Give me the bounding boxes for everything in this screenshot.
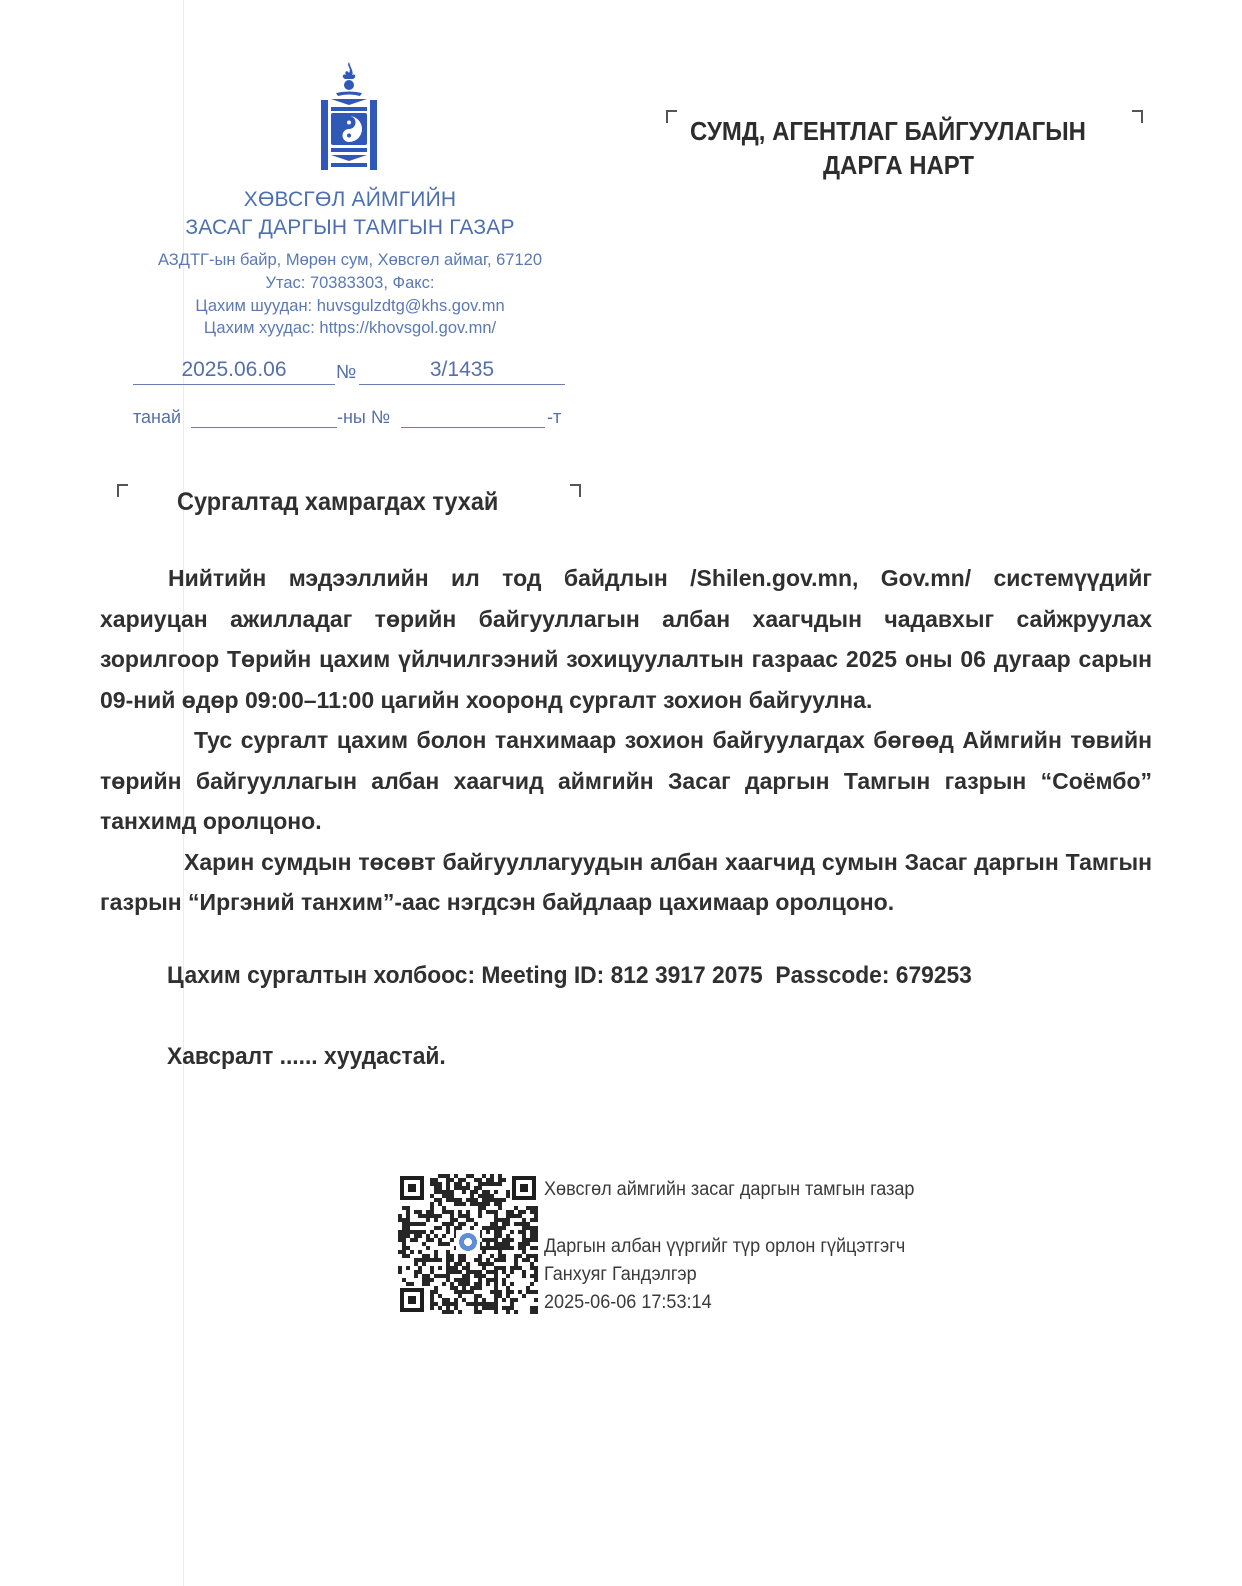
organization-name-line1: ХӨВСГӨЛ АЙМГИЙН [243, 188, 457, 211]
attachment-note: Хавсралт ...... хуудастай. [167, 1043, 446, 1070]
reference-date-blank [191, 427, 337, 428]
bracket-top-right [1132, 110, 1143, 123]
reference-prefix: танай [133, 407, 182, 427]
organization-name-line2: ЗАСАГ ДАРГЫН ТАМГЫН ГАЗАР [185, 216, 515, 239]
organization-website: Цахим хуудас: https://khovsgol.gov.mn/ [203, 319, 497, 337]
organization-address: АЗДТГ-ын байр, Мөрөн сум, Хөвсгөл аймаг, 67120 [157, 251, 543, 269]
signature-timestamp: 2025-06-06 17:53:14 [544, 1292, 712, 1313]
bracket-top-left [666, 110, 677, 123]
body-paragraph-3: Харин сумдын төсөвт байгууллагуудын албан хаагчид сумын Засаг даргын Тамгын газрын “Иргэний танхим”-аас нэгдсэн байдлаар цахимаар оролцоно. [100, 848, 1152, 915]
document-body [100, 558, 1152, 923]
subject-bracket-left [117, 484, 128, 497]
document-date: 2025.06.06 [133, 358, 335, 385]
subject-bracket-right [570, 484, 581, 497]
signature-position: Даргын албан үүргийг түр орлон гүйцэтгэгч [544, 1236, 906, 1257]
reference-middle: -ны № [337, 407, 391, 427]
organization-email: Цахим шуудан: huvsgulzdtg@khs.gov.mn [195, 297, 505, 315]
meeting-info: Цахим сургалтын холбоос: Meeting ID: 812 3917 2075 Passcode: 679253 [167, 962, 972, 989]
qr-code-icon [398, 1174, 538, 1314]
body-paragraph-2: Тус сургалт цахим болон танхимаар зохион байгуулагдах бөгөөд Аймгийн төвийн төрийн байгууллагын албан хаагчид аймгийн Засаг даргын Тамгын газрын “Соёмбо” танхимд оролцоно. [100, 727, 1152, 834]
reference-number-blank [401, 427, 545, 428]
signature-organization: Хөвсгөл аймгийн засаг даргын тамгын газар [544, 1179, 915, 1200]
addressee-block [660, 110, 1150, 190]
reference-suffix: -т [547, 407, 562, 427]
soyombo-emblem-icon [317, 60, 381, 172]
signature-name: Ганхуяг Гандэлгэр [544, 1264, 697, 1285]
reference-row [133, 405, 565, 433]
number-label: № [336, 362, 357, 383]
addressee-line2: ДАРГА НАРТ [823, 150, 975, 180]
addressee-line1: СУМД, АГЕНТЛАГ БАЙГУУЛАГЫН [690, 116, 1086, 146]
document-subject: Сургалтад хамрагдах тухай [177, 488, 499, 516]
registration-row [133, 358, 565, 388]
body-paragraph-1: Нийтийн мэдээллийн ил тод байдлын /Shilen.gov.mn, Gov.mn/ системүүдийг хариуцан ажилладаг төрийн байгууллагын албан хаагчдын чадавхыг сайжруулах зорилгоор Төрийн цахим үйлчилгээний зохицуулалтын газраас 2025 оны 06 дугаар сарын 09-ний өдөр 09:00–11:00 цагийн хооронд сургалт зохион байгуулна. [100, 565, 1152, 713]
document-number: 3/1435 [359, 358, 565, 385]
organization-phone: Утас: 70383303, Факс: [265, 274, 435, 292]
